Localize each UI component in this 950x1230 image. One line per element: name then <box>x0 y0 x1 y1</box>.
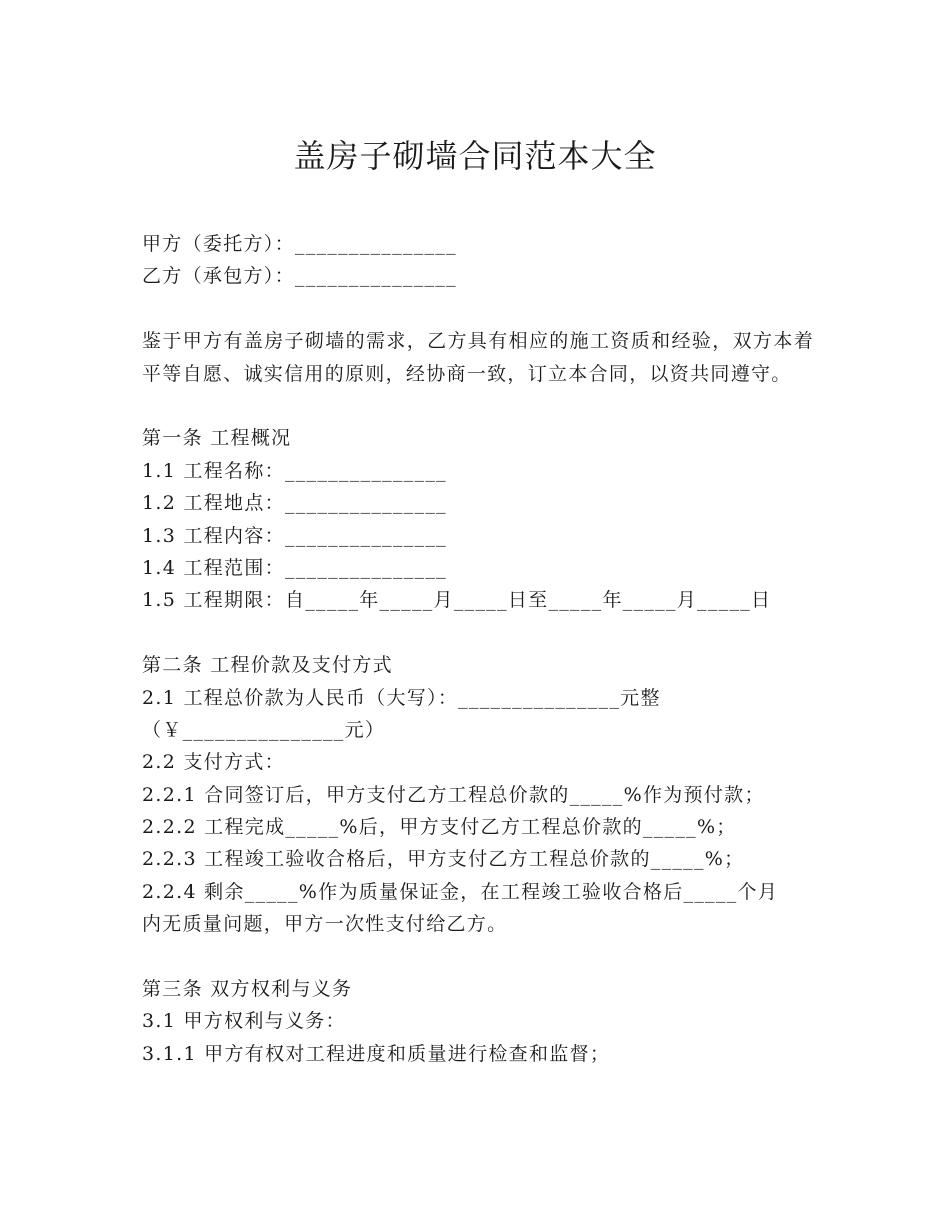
spacer <box>142 293 814 325</box>
article-3-heading: 第三条 双方权利与义务 <box>142 978 353 1001</box>
article-1-heading: 第一条 工程概况 <box>142 427 292 450</box>
party-a-duty-1: 3.1.1 甲方有权对工程进度和质量进行检查和监督； <box>142 1042 611 1065</box>
document-title: 盖房子砌墙合同范本大全 <box>293 137 657 175</box>
article-2-heading: 第二条 工程价款及支付方式 <box>142 654 393 677</box>
total-price-figure-line: （￥_______________元） <box>142 718 386 741</box>
contract-body <box>142 228 814 1070</box>
retention-line-1: 2.2.4 剩余_____%作为质量保证金，在工程竣工验收合格后_____个月 <box>142 880 779 903</box>
spacer <box>142 390 814 422</box>
preamble-paragraph: 鉴于甲方有盖房子砌墙的需求，乙方具有相应的施工资质和经验，双方本着平等自愿、诚实信用的原则，经协商一致，订立本合同，以资共同遵守。 <box>142 330 814 385</box>
payment-item-3: 2.2.3 工程竣工验收合格后，甲方支付乙方工程总价款的_____%； <box>142 848 745 871</box>
project-scope-line: 1.4 工程范围：_______________ <box>142 556 447 579</box>
payment-method-heading: 2.2 支付方式： <box>142 751 285 774</box>
spacer <box>142 617 814 649</box>
party-b-line: 乙方（承包方）：_______________ <box>142 265 457 288</box>
project-content-line: 1.3 工程内容：_______________ <box>142 524 447 547</box>
project-location-line: 1.2 工程地点：_______________ <box>142 492 447 515</box>
party-a-line: 甲方（委托方）：_______________ <box>142 233 457 255</box>
payment-item-1: 2.2.1 合同签订后，甲方支付乙方工程总价款的_____%作为预付款； <box>142 783 765 806</box>
retention-line-2: 内无质量问题，甲方一次性支付给乙方。 <box>142 913 508 936</box>
project-name-line: 1.1 工程名称：_______________ <box>142 459 447 482</box>
project-period-line: 1.5 工程期限：自_____年_____月_____日至_____年_____月_____日 <box>142 589 772 612</box>
total-price-line: 2.1 工程总价款为人民币（大写）：_______________元整 <box>142 686 661 709</box>
spacer <box>142 941 814 973</box>
payment-item-2: 2.2.2 工程完成_____%后，甲方支付乙方工程总价款的_____%； <box>142 816 737 839</box>
party-a-duties-heading: 3.1 甲方权利与义务： <box>142 1010 346 1033</box>
